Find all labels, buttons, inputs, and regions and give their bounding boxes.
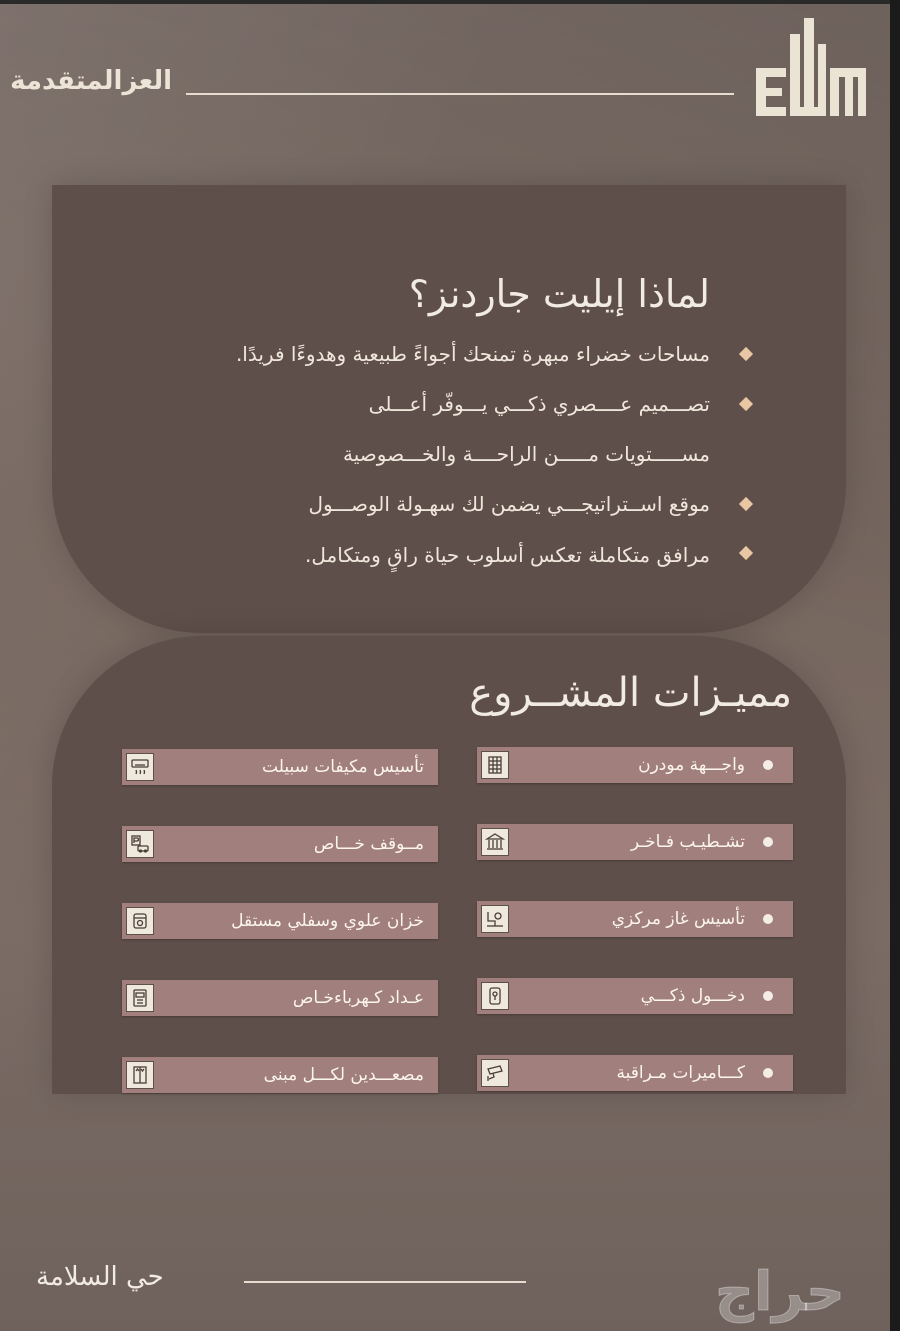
smart-lock-icon [481, 982, 509, 1010]
feature-card-central-gas [477, 901, 793, 937]
dot-bullet-icon [763, 760, 773, 770]
feature-card-water-tanks [122, 903, 438, 939]
feature-label: مــوقف خـــاص [313, 834, 424, 854]
frame-right-edge [890, 0, 900, 1331]
feature-card-elevators [122, 1057, 438, 1093]
why-item: مرافق متكاملة تعكس أسلوب حياة راقٍ ومتكامل. [305, 543, 710, 567]
feature-card-private-parking [122, 826, 438, 862]
security-camera-icon [481, 1059, 509, 1087]
dot-bullet-icon [763, 914, 773, 924]
feature-label: عـداد كـهرباءخـاص [292, 988, 424, 1008]
elevator-icon [126, 1061, 154, 1089]
feature-card-modern-facade [477, 747, 793, 783]
feature-card-luxury-finishing [477, 824, 793, 860]
feature-label: كـــاميرات مـراقبة [616, 1063, 745, 1083]
feature-label: واجـــهة مودرن [638, 755, 745, 775]
why-item-continuation: مســـــتويات مـــــن الراحــــة والخـــصوصية [343, 442, 710, 466]
brand-name: العزالمتقدمة [10, 66, 172, 96]
dot-bullet-icon [763, 991, 773, 1001]
feature-label: خزان علوي وسفلي مستقل [231, 911, 424, 931]
frame-top-edge [0, 0, 900, 4]
feature-label: تأسيس غاز مركزي [611, 909, 745, 929]
feature-label: تأسيس مكيفات سبيلت [262, 757, 424, 777]
parking-icon [126, 830, 154, 858]
building-facade-icon [481, 751, 509, 779]
watermark-text: حراج [715, 1260, 845, 1323]
elm-building-logo-icon [752, 8, 868, 120]
feature-card-electric-meter [122, 980, 438, 1016]
gas-pipe-icon [481, 905, 509, 933]
water-tank-icon [126, 907, 154, 935]
why-item: تصـــميم عــــصري ذكـــي يـــوفّر أعـــلى [368, 392, 710, 416]
air-conditioner-icon [126, 753, 154, 781]
dot-bullet-icon [763, 837, 773, 847]
why-title: لماذا إيليت جاردنز؟ [408, 272, 710, 316]
dot-bullet-icon [763, 1068, 773, 1078]
header-divider [186, 93, 734, 95]
feature-label: دخـــول ذكـــي [640, 986, 745, 1006]
why-item: مساحات خضراء مبهرة تمنحك أجواءً طبيعية وهدوءًا فريدًا. [235, 342, 710, 366]
haraj-watermark-logo [660, 1258, 900, 1328]
feature-label: تشـطيـب فـاخـر [630, 832, 745, 852]
district-name: حي السلامة [36, 1262, 164, 1292]
feature-card-smart-entry [477, 978, 793, 1014]
features-title: مميـزات المشــروع [469, 670, 792, 716]
footer-divider [244, 1281, 526, 1283]
classic-building-icon [481, 828, 509, 856]
why-item: موقع اســتراتيجـــي يضمن لك سهـولة الوصـــول [308, 492, 710, 516]
feature-card-split-ac [122, 749, 438, 785]
feature-label: مصعـــدين لكـــل مبنى [263, 1065, 424, 1085]
electric-meter-icon [126, 984, 154, 1012]
feature-card-surveillance [477, 1055, 793, 1091]
